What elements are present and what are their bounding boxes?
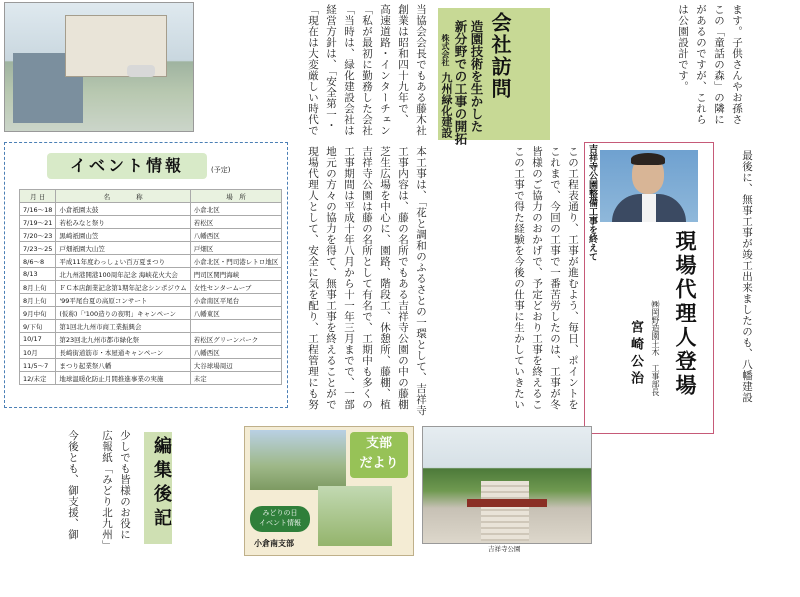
branch-event-badge [250,506,310,532]
article-col: 経営方針は、「安全第一・ [325,4,337,131]
company-name: 九州緑化建設 [440,72,453,138]
site-agent-name: 宮崎公治 [628,320,643,388]
badge-line1: みどりの日 [262,509,298,517]
article-col: これまで、今回の工事で一番苦労したのは、工事が冬 [549,146,561,410]
article-col: この工事で得た経験を今後の仕事に生かしていきたい [513,146,525,410]
company-building-photo [4,2,194,132]
branch-news-title-line1: 支部 [365,436,392,451]
table-row: 7/16〜18 小倉祇園太鼓 小倉北区 [20,203,282,216]
event-info-box [4,142,288,408]
site-agent-portrait [600,150,698,222]
col-header-place: 場 所 [190,190,282,203]
company-visit-subtitle: 新分野での工事の開拓 [453,20,468,145]
park-photo-caption: 吉祥寺公園 [488,545,521,553]
branch-news-title [350,432,408,478]
article-col: 「私が最初に勤務した会社 [361,4,373,136]
article-col: ます。子供さんやお孫さ [731,4,743,125]
table-row: 7/19〜21 若松みなと祭り 若松区 [20,216,282,229]
article-col: 「当時は、緑化建設会社は [343,4,355,136]
article-col: は公園設計です。 [677,4,689,92]
portrait-hair [631,153,665,165]
table-row: 10月 長崎街道筋市・本屋通キャンペーン 八幡西区 [20,346,282,359]
car-image [127,65,155,77]
site-agent-heading: 現場代理人登場 [673,230,697,398]
park-photo [422,426,592,544]
badge-line2: イベント情報 [259,519,301,527]
article-col: この工程表通り、工事が進むよう、毎日、ポイントを [567,146,579,410]
table-row: 8月上旬 '99平尾台夏の高原コンサート 小倉南区平尾台 [20,294,282,307]
postscript-col: 広報紙「みどり北九州」 [101,430,113,546]
table-row: 8/13 北九州港開港100周年記念 海峡花火大会 門司区関門海峡 [20,268,282,281]
table-row: 12/未定 地球温暖化防止月間推進事業の実施 未定 [20,372,282,385]
postscript-col: 今後とも、御支援、御 [67,430,79,540]
branch-caption: 小倉南支部 [254,539,294,548]
table-row: 8月上旬 ＦＣ本店創業記念第1期年記念シンポジウム 女性センタームーブ [20,281,282,294]
article-col: 本工事は、「花と調和のふるさとの一環として、吉祥寺 [415,146,427,416]
article-col: 当協会会長でもある藤木社 [415,4,427,136]
col-header-name: 名 称 [56,190,190,203]
article-col: 創業は昭和四十九年で、 [397,4,409,125]
table-row: 10/17 第23回北九州市都市緑化祭 若松区グリーンパーク [20,333,282,346]
table-row: 11/5〜7 まつり起業祭八幡 大谷球場周辺 [20,359,282,372]
article-col: 高速道路・インターチェン [379,4,391,136]
article-col: 現場代理人として、安全に気を配り、工程管理にも努 [307,146,319,410]
postscript-heading: 編集後記 [151,436,172,532]
company-visit-subtitle: 造園技術を生かした [469,20,484,133]
col-header-date: 月 日 [20,190,56,203]
article-col: 「現在は大変厳しい時代で [307,4,319,136]
branch-event-photo [250,430,346,490]
article-col: 皆様のご協力のおかげで、予定どおり工事を終えるこ [531,146,543,410]
article-col: この「童話の森」の隣に [713,4,725,125]
site-agent-role: ㈱岡野造園土木 工事部長 [651,300,660,396]
article-col: 吉祥寺公園は藤の名所として有名で、工期中も多くの [361,146,373,410]
event-info-title: イベント情報 [47,153,207,179]
event-table-header [20,190,282,203]
event-table [19,189,282,385]
article-col: 芝生広場を中心に、園路、階段工、休憩所、藤棚、植 [379,146,391,410]
article-col: 最後に、無事工事が竣工出来ましたのも、八幡建設 [741,150,753,403]
article-col: 地元の方々の協力を得て、無事工事を終えることがで [325,146,337,410]
table-row: 9月中旬 (仮称)「'100造りの夜明」キャンペーン 八幡東区 [20,307,282,320]
company-visit-heading: 会社訪問 [488,12,512,100]
postscript-col: 少しでも皆様のお役に [119,430,131,540]
article-col: があるのですが、これら [695,4,707,125]
article-col: 工事内容は、藤の名所でもある吉祥寺公園の中の藤棚 [397,146,409,410]
branch-children-photo [318,486,392,546]
table-row: 7/23〜25 戸畑祇園大山笠 戸畑区 [20,242,282,255]
portrait-shirt [642,194,656,222]
company-prefix: 株式会社 [441,34,450,66]
table-row: 9/下旬 第1回北九州市商工業振興会 [20,320,282,333]
branch-news-title-line2: だより [359,456,399,471]
park-arch [467,499,547,507]
article-col: 工事期間は平成十年八月から十一年三月までで、一部 [343,146,355,410]
table-row: 7/20〜23 黒崎祇園山笠 八幡西区 [20,229,282,242]
site-agent-caption: 吉祥寺公園整備工事を終えて [587,144,597,261]
park-stairs [481,481,529,541]
table-row: 8/6〜8 平成11年度わっしょい百万夏まつり 小倉北区・門司港レトロ地区 [20,255,282,268]
event-info-note: (予定) [211,166,231,174]
